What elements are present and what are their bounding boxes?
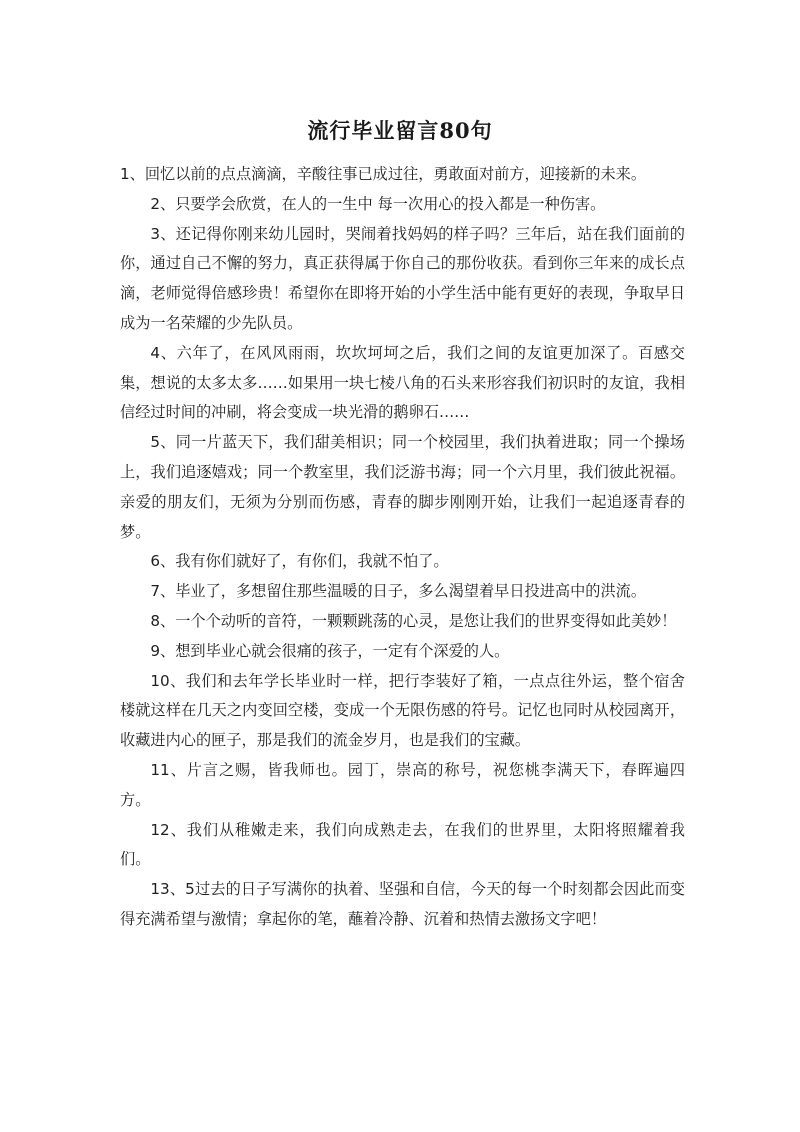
paragraph-10: 10、我们和去年学长毕业时一样，把行李装好了箱，一点点往外运，整个宿舍楼就这样在几天之内变回空楼，变成一个无限伤感的符号。记忆也同时从校园离开，收藏进内心的匣子，那是我们的流金岁月，也是我们的宝藏。 xyxy=(120,671,685,750)
paragraph-9: 9、想到毕业心就会很痛的孩子，一定有个深爱的人。 xyxy=(150,641,510,660)
paragraph-1: 1、回忆以前的点点滴滴，辛酸往事已成过往，勇敢面对前方，迎接新的未来。 xyxy=(120,165,647,183)
paragraph-5: 5、同一片蓝天下，我们甜美相识；同一个校园里，我们执着进取；同一个操场上，我们追逐嬉戏；同一个教室里，我们泛游书海；同一个六月里，我们彼此祝福。亲爱的朋友们，无须为分别而伤感，青春的脚步刚刚开始，让我们一起追逐青春的梦。 xyxy=(120,433,685,541)
paragraph-8: 8、一个个动听的音符，一颗颗跳荡的心灵，是您让我们的世界变得如此美妙！ xyxy=(150,611,677,630)
paragraph-4: 4、六年了，在风风雨雨，坎坎坷坷之后，我们之间的友谊更加深了。百感交集，想说的太多太多……如果用一块七棱八角的石头来形容我们初识时的友谊，我相信经过时间的冲刷，将会变成一块光滑的鹅卵石…… xyxy=(120,343,685,422)
paragraph-13: 13、5过去的日子写满你的执着、坚强和自信，今天的每一个时刻都会因此而变得充满希望与激情；拿起你的笔，蘸着冷静、沉着和热情去激扬文字吧！ xyxy=(120,880,685,928)
paragraph-12: 12、我们从稚嫩走来，我们向成熟走去，在我们的世界里，太阳将照耀着我们。 xyxy=(120,820,685,869)
paragraph-2: 2、只要学会欣赏，在人的一生中 每一次用心的投入都是一种伤害。 xyxy=(150,194,606,213)
document-body xyxy=(120,160,685,935)
document-title: 流行毕业留言80句 xyxy=(307,118,493,143)
paragraph-6: 6、我有你们就好了，有你们，我就不怕了。 xyxy=(150,552,449,571)
paragraph-3: 3、还记得你刚来幼儿园时，哭闹着找妈妈的样子吗？三年后，站在我们面前的你，通过自己不懈的努力，真正获得属于你自己的那份收获。看到你三年来的成长点滴，老师觉得倍感珍贵！希望你在即将开始的小学生活中能有更好的表现，争取早日成为一名荣耀的少先队员。 xyxy=(120,224,685,332)
paragraph-7: 7、毕业了，多想留住那些温暖的日子，多么渴望着早日投进高中的洪流。 xyxy=(150,582,647,601)
paragraph-11: 11、片言之赐，皆我师也。园丁，崇高的称号，祝您桃李满天下，春晖遍四方。 xyxy=(120,760,685,809)
